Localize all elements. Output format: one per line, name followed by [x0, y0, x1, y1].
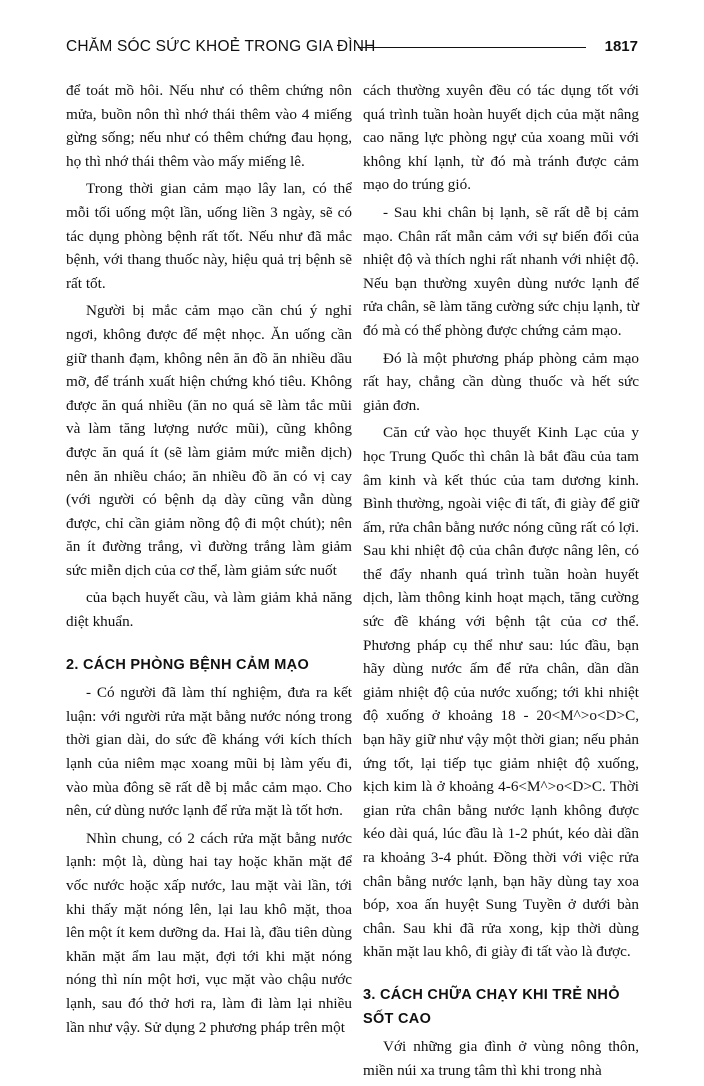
left-column [66, 79, 352, 1043]
paragraph: Căn cứ vào học thuyết Kinh Lạc của y học Trung Quốc thì chân là bắt đầu của tam âm kinh và kết thúc của tam dương kinh. Bình thường, ngoài việc đi tất, đi giày để giữ ấm, rửa chân bằng nước nóng cũng rất có lợi. Sau khi nhiệt độ của chân được nâng lên, có thể đẩy nhanh quá trình tuần hoàn huyết dịch, làm thông kinh hoạt mạch, tăng cường sức đề kháng với bệnh tật của cơ thể. Phương pháp cụ thể như sau: lúc đầu, bạn hãy dùng nước ấm để rửa chân, dần dần giảm nhiệt độ của nước xuống; tới khi nhiệt độ xuống ở khoảng 18 - 20<M^>o<D>C, bạn hãy giữ như vậy một thời gian; nếu phản ứng tốt, lại tiếp tục giảm nhiệt độ xuống, kịch kim là ở khoảng 4-6<M^>o<D>C. Thời gian rửa chân bằng nước lạnh không được kéo dài quá, lúc đầu là 1-2 phút, kéo dài dần ra khoảng 3-4 phút. Đồng thời với việc rửa chân bằng nước lạnh, bạn hãy dùng tay xoa bóp, xoa ấn huyệt Sung Tuyền ở dưới bàn chân. Sau khi đã rửa xong, kịp thời dùng khăn mặt lau khô, đi giày đi tất vào là được. [363, 424, 639, 961]
section-heading: 3. CÁCH CHỮA CHẠY KHI TRẺ NHỎ SỐT CAO [363, 986, 620, 1027]
paragraph: - Có người đã làm thí nghiệm, đưa ra kết luận: với người rửa mặt bằng nước nóng trong thời gian dài, do sức đề kháng với kích thích lạnh của niêm mạc xoang mũi bị làm yếu đi, vào mùa đông sẽ rất dễ bị mắc cảm mạo. Cho nên, cứ dùng nước lạnh để rửa mặt là tốt hơn. [66, 684, 352, 820]
paragraph: Nhìn chung, có 2 cách rửa mặt bằng nước lạnh: một là, dùng hai tay hoặc khăn mặt để vốc nước hoặc xấp nước, lau mặt vài lần, tới khi thấy mặt nóng lên, lại lau khô mặt, thoa lên một ít kem dưỡng da. Hai là, đầu tiên dùng khăn mặt ẩm lau mặt, đợi tới khi mặt nóng nóng thì nín một hơi, vục mặt vào chậu nước lạnh, sau đó thở hơi ra, làm đi làm lại nhiều lần như vậy. Sử dụng 2 phương pháp trên một [66, 829, 352, 1036]
paragraph: Với những gia đình ở vùng nông thôn, miền núi xa trung tâm thì khi trong nhà [363, 1038, 639, 1079]
running-header [66, 36, 638, 60]
paragraph: Đó là một phương pháp phòng cảm mạo rất hay, chẳng cần dùng thuốc và hết sức giản đơn. [363, 349, 639, 414]
paragraph: - Sau khi chân bị lạnh, sẽ rất dễ bị cảm mạo. Chân rất mẫn cảm với sự biến đổi của nhiệt độ và thích nghi rất nhanh với nhiệt độ. Nếu bạn thường xuyên dùng nước lạnh để rửa chân, sẽ làm tăng cường sức chịu lạnh, từ đó mà có thể phòng được chứng cảm mạo. [363, 203, 639, 339]
section-heading: 2. CÁCH PHÒNG BỆNH CẢM MẠO [66, 656, 310, 673]
header-rule [358, 47, 586, 48]
header-title: CHĂM SÓC SỨC KHOẺ TRONG GIA ĐÌNH [66, 38, 376, 55]
paragraph: Trong thời gian cảm mạo lây lan, có thể mỗi tối uống một lần, uống liền 3 ngày, sẽ có tác dụng phòng bệnh rất tốt. Nếu như đã mắc bệnh, với thang thuốc này, hiệu quả trị bệnh sẽ rất tốt. [66, 180, 352, 292]
paragraph: để toát mồ hôi. Nếu như có thêm chứng nôn mửa, buồn nôn thì nhớ thái thêm vào 4 miếng gừng sống; nếu như có thêm chứng đau họng, họ thì nhớ thái thêm vào mấy miếng lê. [66, 82, 352, 170]
paragraph: cách thường xuyên đều có tác dụng tốt với quá trình tuần hoàn huyết dịch của mặt nâng cao năng lực phòng ngự của xoang mũi với không khí lạnh, từ đó mà tránh được cảm mạo do trúng gió. [363, 82, 639, 194]
page-number: 1817 [604, 38, 638, 55]
paragraph: của bạch huyết cầu, và làm giảm khả năng diệt khuẩn. [66, 589, 352, 631]
paragraph: Người bị mắc cảm mạo cần chú ý nghỉ ngơi, không được để mệt nhọc. Ăn uống cần giữ thanh đạm, không nên ăn đồ ăn nhiều dầu mỡ, để tránh xuất hiện chứng khó tiêu. Không được ăn quá nhiều (ăn no quá sẽ làm tắc mũi và làm tăng lượng nước mũi), cũng không được ăn quá ít (sẽ làm giảm mức miễn dịch) nên ăn nhiều cháo; ăn nhiều đồ ăn có vị cay (với người có bệnh dạ dày cũng vẫn dùng được, chỉ cần giảm nồng độ đi một chút); nên ăn ít đường trắng, vì đường trắng làm giảm sức miễn dịch của cơ thể, làm giảm sức nuốt [66, 302, 352, 579]
right-column [363, 79, 639, 1086]
